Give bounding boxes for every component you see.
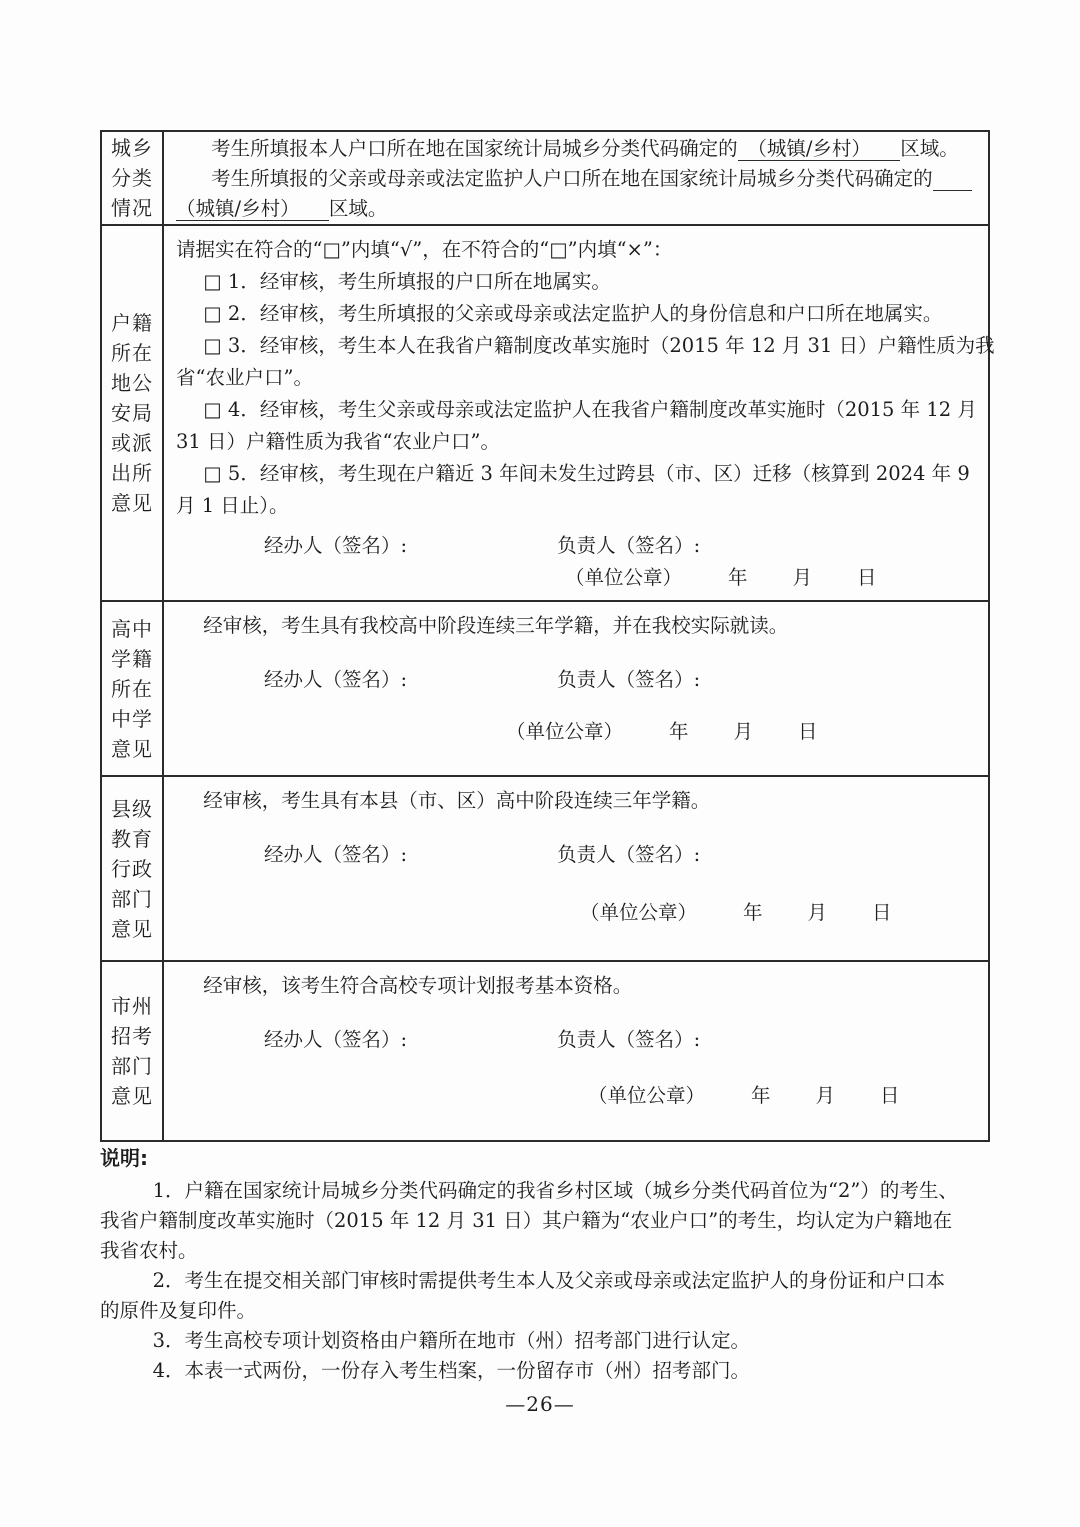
text-segment: 区域。: [328, 197, 388, 220]
text-line: [176, 134, 982, 164]
year-month-day-label: 年 月 日: [743, 901, 894, 924]
text-line: 我省农村。: [100, 1239, 198, 1262]
text-line: □ 5．经审核，考生现在户籍近 3 年间未发生过跨县（市、区）迁移（核算到 2024 年 9: [203, 462, 970, 485]
row-county-education-opinion: [102, 777, 988, 962]
operator-signature-label: 经办人（签名）:: [264, 843, 408, 866]
row-label-county-education: [102, 777, 164, 960]
seal-date-line: [176, 562, 995, 594]
page-number: —26—: [505, 1392, 575, 1416]
text-line: 2．考生在提交相关部门审核时需提供考生本人及父亲或母亲或法定监护人的身份证和户口本: [152, 1269, 946, 1292]
checkbox-lines-block: [176, 234, 995, 522]
seal-date-line: [176, 716, 982, 748]
text-line: 地公: [111, 371, 153, 395]
review-statement: 经审核，考生具有本县（市、区）高中阶段连续三年学籍。: [203, 789, 711, 812]
operator-signature-label: 经办人（签名）:: [264, 668, 408, 691]
text-segment: 区域。: [900, 137, 959, 160]
operator-signature-label: 经办人（签名）:: [264, 1028, 408, 1051]
row-content-county-education: [164, 777, 988, 960]
seal-date-line: [176, 1080, 982, 1112]
row-label-highschool: [102, 602, 164, 775]
row-label-urban-rural: [102, 132, 164, 224]
review-form-table: [100, 130, 995, 1142]
manager-signature-label: 负责人（签名）:: [557, 1028, 701, 1051]
signature-line: [176, 1024, 982, 1056]
row-content-police: [164, 226, 1001, 600]
text-line: [176, 164, 982, 194]
text-line: 高中: [111, 616, 153, 641]
text-line: □ 1．经审核，考生所填报的户口所在地属实。: [203, 270, 611, 293]
text-line: 1．户籍在国家统计局城乡分类代码确定的我省乡村区域（城乡分类代码首位为“2”）的考生、: [152, 1179, 958, 1202]
text-line: 我省户籍制度改革实施时（2015 年 12 月 31 日）其户籍为“农业户口”的考生，均认定为户籍地在: [100, 1209, 953, 1232]
unit-seal-label: （单位公章）: [565, 566, 683, 589]
fill-blank-underline: （城镇/乡村）: [176, 197, 329, 220]
signature-line: [176, 664, 982, 696]
notes-section: [100, 1144, 995, 1386]
manager-signature-label: 负责人（签名）:: [557, 668, 701, 691]
text-line: 分类: [111, 166, 153, 190]
seal-date-line: [176, 897, 982, 929]
manager-signature-label: 负责人（签名）:: [557, 843, 701, 866]
text-segment: 考生所填报本人户口所在地在国家统计局城乡分类代码确定的: [211, 137, 738, 160]
manager-signature-label: 负责人（签名）:: [557, 534, 701, 557]
text-line: 市州: [111, 994, 153, 1018]
text-line: □ 3．经审核，考生本人在我省户籍制度改革实施时（2015 年 12 月 31 日）户籍性质为我: [203, 334, 995, 357]
unit-seal-label: （单位公章）: [506, 720, 624, 743]
text-line: [176, 194, 982, 224]
notes-heading: 说明:: [100, 1146, 148, 1170]
operator-signature-label: 经办人（签名）:: [264, 534, 408, 557]
text-line: 情况: [111, 196, 153, 220]
year-month-day-label: 年 月 日: [728, 566, 879, 589]
review-statement: 经审核，该考生符合高校专项计划报考基本资格。: [203, 974, 633, 997]
text-line: 学籍: [111, 646, 153, 671]
text-line: 意见: [111, 736, 153, 761]
text-line: 招考: [111, 1024, 153, 1048]
signature-line: [176, 839, 982, 871]
text-line: 3．考生高校专项计划资格由户籍所在地市（州）招考部门进行认定。: [152, 1329, 751, 1352]
text-line: 出所: [111, 461, 153, 485]
row-content-city-admissions: [164, 962, 988, 1140]
text-line: 部门: [111, 886, 153, 911]
year-month-day-label: 年 月 日: [751, 1084, 902, 1107]
text-line: □ 4．经审核，考生父亲或母亲或法定监护人在我省户籍制度改革实施时（2015 年 12 月: [203, 398, 977, 421]
text-line: 意见: [111, 916, 153, 941]
text-line: 行政: [111, 856, 153, 881]
text-line: 月 1 日止）。: [176, 494, 289, 517]
row-label-police: [102, 226, 164, 600]
unit-seal-label: （单位公章）: [588, 1084, 706, 1107]
row-content-urban-rural: [164, 132, 988, 224]
text-line: 意见: [111, 1084, 153, 1108]
text-line: 的原件及复印件。: [100, 1299, 257, 1322]
unit-seal-label: （单位公章）: [580, 901, 698, 924]
row-content-highschool: [164, 602, 988, 775]
signature-line: [176, 530, 995, 562]
notes-body: [100, 1176, 995, 1386]
text-line: 4．本表一式两份，一份存入考生档案，一份留存市（州）招考部门。: [152, 1359, 751, 1382]
row-label-city-admissions: [102, 962, 164, 1140]
text-line: 城乡: [111, 136, 153, 160]
year-month-day-label: 年 月 日: [669, 720, 820, 743]
text-line: 意见: [111, 491, 153, 515]
fill-blank-underline: （城镇/乡村）: [737, 137, 901, 160]
text-line: 31 日）户籍性质为我省“农业户口”。: [176, 430, 500, 453]
row-city-admissions-opinion: [102, 962, 988, 1140]
text-line: 中学: [111, 706, 153, 731]
text-line: 安局: [111, 401, 153, 425]
text-line: 省“农业户口”。: [176, 366, 313, 389]
text-line: 户籍: [111, 311, 153, 335]
text-segment: 考生所填报的父亲或母亲或法定监护人户口所在地在国家统计局城乡分类代码确定的: [211, 167, 933, 190]
row-urban-rural-status: [102, 132, 988, 226]
text-line: 教育: [111, 826, 153, 851]
row-police-opinion: [102, 226, 995, 602]
review-statement: 经审核，考生具有我校高中阶段连续三年学籍，并在我校实际就读。: [203, 614, 789, 637]
text-line: 所在: [111, 341, 153, 365]
text-line: □ 2．经审核，考生所填报的父亲或母亲或法定监护人的身份信息和户口所在地属实。: [203, 302, 943, 325]
row-highschool-opinion: [102, 602, 988, 777]
fill-blank-underline: [933, 167, 972, 191]
text-line: 或派: [111, 431, 153, 455]
text-line: 所在: [111, 676, 153, 701]
text-line: 部门: [111, 1054, 153, 1078]
text-line: 县级: [111, 796, 153, 821]
text-line: 请据实在符合的“□”内填“√”，在不符合的“□”内填“×”：: [176, 238, 673, 261]
